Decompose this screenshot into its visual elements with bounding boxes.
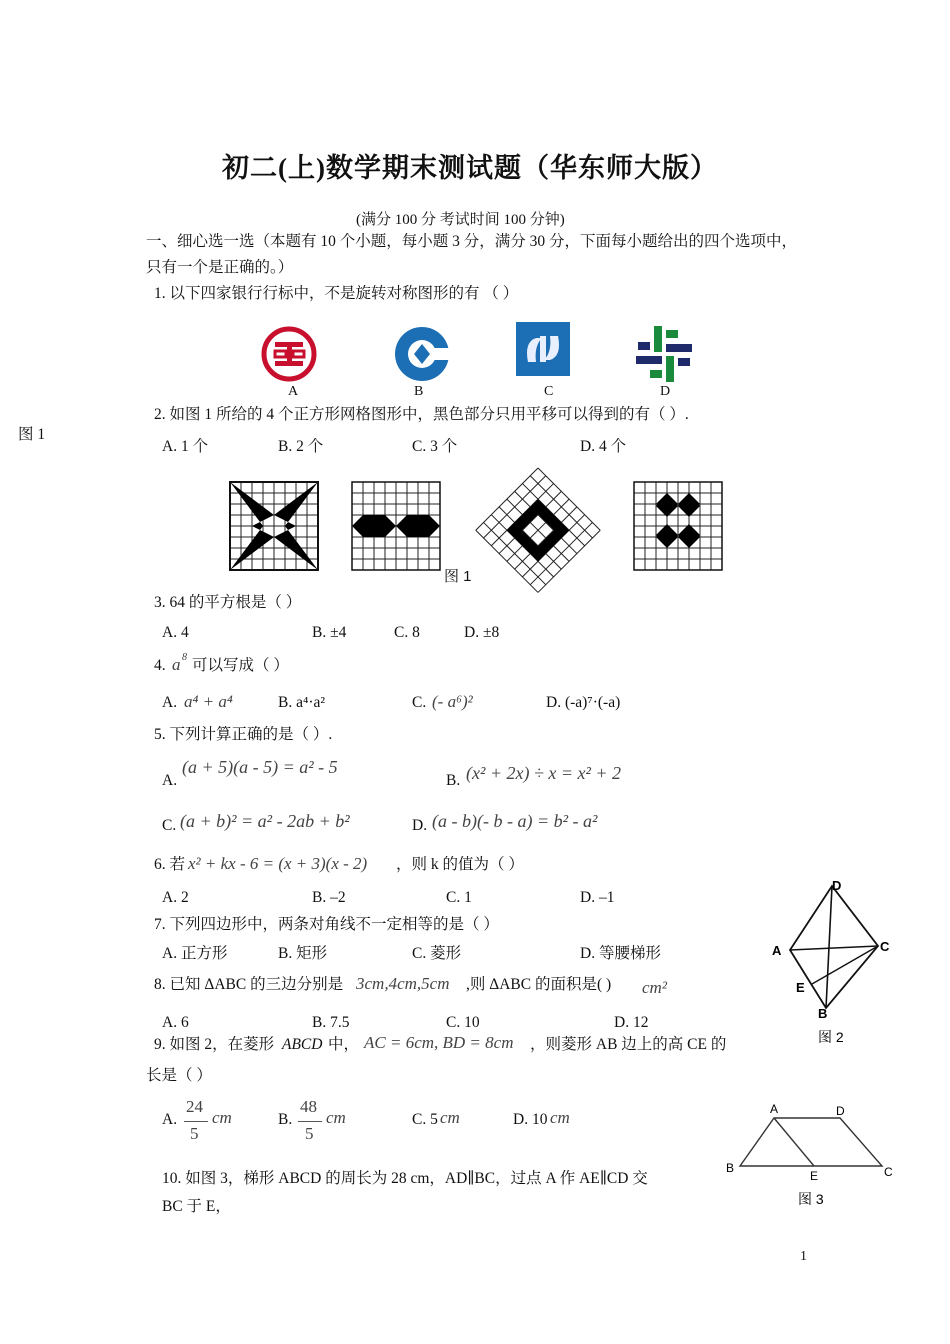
fig3-point-c: C bbox=[884, 1165, 893, 1179]
q5-option-c-label: C. bbox=[162, 817, 177, 834]
question-8-prefix: 8. 已知 ΔABC 的三边分别是 bbox=[154, 976, 344, 993]
question-1-stem: 1. 以下四家银行行标中，不是旋转对称图形的有 （ ） bbox=[154, 285, 519, 302]
q9-option-b-fraction-bar bbox=[298, 1121, 322, 1122]
fig2-point-d: D bbox=[832, 878, 842, 893]
question-2-stem: 2. 如图 1 所给的 4 个正方形网格图形中，黑色部分只用平移可以得到的有（ ）. bbox=[154, 406, 689, 423]
question-6-prefix: 6. 若 bbox=[154, 856, 186, 873]
q9-stem-mid: 中， bbox=[328, 1036, 360, 1053]
q4-stem-variable: a bbox=[172, 655, 181, 674]
fig2-point-e: E bbox=[796, 980, 805, 995]
q7-option-d: D. 等腰梯形 bbox=[580, 945, 661, 962]
bank-logo-c bbox=[514, 320, 574, 380]
q9-option-c-unit: cm bbox=[440, 1108, 460, 1127]
q3-option-c: C. 8 bbox=[394, 624, 420, 641]
page-title: 初二(上)数学期末测试题（华东师大版） bbox=[222, 153, 718, 183]
grid-figure-1 bbox=[228, 480, 322, 574]
section-instructions-line1: 一、细心选一选（本题有 10 个小题，每小题 3 分，满分 30 分，下面每小题给出的四个选项中， bbox=[146, 233, 798, 250]
q6-option-a: A. 2 bbox=[162, 889, 189, 906]
q5-option-d-math: (a - b)(- b - a) = b² - a² bbox=[432, 811, 598, 831]
fig3-point-d: D bbox=[836, 1104, 845, 1118]
logo-label-d: D bbox=[660, 384, 671, 399]
q9-option-d-unit: cm bbox=[550, 1108, 570, 1127]
fig2-caption: 图 2 bbox=[818, 1029, 844, 1045]
q9-option-b-unit: cm bbox=[326, 1108, 346, 1127]
q9-option-a-numerator: 24 bbox=[186, 1097, 203, 1116]
q9-diagonals: AC = 6cm, BD = 8cm bbox=[364, 1033, 514, 1052]
q9-option-c: C. 5 bbox=[412, 1111, 438, 1128]
exam-info: (满分 100 分 考试时间 100 分钟) bbox=[356, 212, 565, 228]
q7-option-b: B. 矩形 bbox=[278, 945, 328, 962]
q8-unit: cm² bbox=[642, 978, 667, 997]
fig3-caption: 图 3 bbox=[798, 1191, 824, 1207]
q2-option-b: B. 2 个 bbox=[278, 438, 324, 455]
q9-option-a-unit: cm bbox=[212, 1108, 232, 1127]
q8-option-d: D. 12 bbox=[614, 1014, 649, 1031]
fig2-point-b: B bbox=[818, 1006, 828, 1021]
question-10-line2: BC 于 E， bbox=[162, 1198, 231, 1215]
page-number: 1 bbox=[800, 1249, 807, 1264]
bank-logo-b bbox=[390, 322, 454, 386]
q7-option-a: A. 正方形 bbox=[162, 945, 228, 962]
question-9-prefix: 9. 如图 2，在菱形 bbox=[154, 1036, 275, 1053]
q6-option-c: C. 1 bbox=[446, 889, 472, 906]
q2-option-c: C. 3 个 bbox=[412, 438, 458, 455]
q9-option-b-denominator: 5 bbox=[305, 1124, 314, 1143]
logo-label-b: B bbox=[414, 384, 424, 399]
question-10-line1: 10. 如图 3，梯形 ABCD 的周长为 28 cm，AD∥BC，过点 A 作 AE∥CD 交 bbox=[162, 1170, 648, 1187]
q3-option-b: B. ±4 bbox=[312, 624, 347, 641]
q9-option-a-label: A. bbox=[162, 1111, 178, 1128]
grid-figure-3 bbox=[474, 466, 602, 594]
q9-option-b-label: B. bbox=[278, 1111, 293, 1128]
question-8-suffix: ,则 ΔABC 的面积是( ) bbox=[466, 976, 612, 993]
q8-sides: 3cm,4cm,5cm bbox=[356, 974, 450, 993]
q8-option-c: C. 10 bbox=[446, 1014, 480, 1031]
grid-figure-4 bbox=[632, 480, 726, 574]
fig3-point-b: B bbox=[726, 1161, 735, 1175]
question-9-suffix: ，则菱形 AB 边上的高 CE 的 bbox=[530, 1036, 727, 1053]
q4-option-a-math: a⁴ + a⁴ bbox=[184, 692, 233, 711]
section-instructions-line2: 只有一个是正确的。） bbox=[146, 259, 294, 276]
q5-option-d-label: D. bbox=[412, 817, 428, 834]
fig2-point-c: C bbox=[880, 939, 890, 954]
figure-1-caption: 图 1 bbox=[444, 568, 472, 585]
grid-figure-2 bbox=[350, 480, 444, 574]
question-6-suffix: ，则 k 的值为（ ） bbox=[396, 856, 524, 873]
q2-option-d: D. 4 个 bbox=[580, 438, 627, 455]
q3-option-d: D. ±8 bbox=[464, 624, 500, 641]
figure-3-trapezoid bbox=[722, 1100, 900, 1212]
q4-option-a-label: A. bbox=[162, 694, 178, 711]
question-9-line2: 长是（ ） bbox=[146, 1067, 212, 1084]
q8-option-b: B. 7.5 bbox=[312, 1014, 350, 1031]
logo-label-a: A bbox=[288, 384, 299, 399]
q6-option-d: D. –1 bbox=[580, 889, 615, 906]
figure-2-rhombus bbox=[766, 876, 900, 1052]
q3-option-a: A. 4 bbox=[162, 624, 189, 641]
question-5-stem: 5. 下列计算正确的是（ ）. bbox=[154, 726, 333, 743]
q4-option-c-math: (- a⁶)² bbox=[432, 692, 473, 711]
fig2-point-a: A bbox=[772, 943, 782, 958]
q4-option-d: D. (-a)⁷·(-a) bbox=[546, 694, 621, 711]
q5-option-a-label: A. bbox=[162, 772, 178, 789]
q4-stem-text: 可以写成（ ） bbox=[192, 657, 289, 674]
question-4-number: 4. bbox=[154, 657, 166, 674]
q6-equation: x² + kx - 6 = (x + 3)(x - 2) bbox=[188, 854, 368, 873]
question-7-stem: 7. 下列四边形中，两条对角线不一定相等的是（ ） bbox=[154, 916, 499, 933]
q5-option-a-math: (a + 5)(a - 5) = a² - 5 bbox=[182, 757, 338, 777]
bank-logo-d bbox=[632, 322, 696, 386]
fig3-point-a: A bbox=[770, 1102, 779, 1116]
q6-option-b: B. –2 bbox=[312, 889, 346, 906]
q9-option-d: D. 10 bbox=[513, 1111, 548, 1128]
logo-label-c: C bbox=[544, 384, 554, 399]
q5-option-c-math: (a + b)² = a² - 2ab + b² bbox=[180, 811, 350, 831]
q8-option-a: A. 6 bbox=[162, 1014, 189, 1031]
q2-option-a: A. 1 个 bbox=[162, 438, 209, 455]
q4-stem-exponent: 8 bbox=[182, 652, 187, 663]
q7-option-c: C. 菱形 bbox=[412, 945, 462, 962]
q9-option-b-numerator: 48 bbox=[300, 1097, 317, 1116]
q4-option-c-label: C. bbox=[412, 694, 427, 711]
q9-rhombus-name: ABCD bbox=[282, 1036, 323, 1053]
q4-option-b: B. a⁴·a² bbox=[278, 694, 326, 711]
q9-option-a-denominator: 5 bbox=[190, 1124, 199, 1143]
fig3-point-e: E bbox=[810, 1169, 819, 1183]
question-3-stem: 3. 64 的平方根是（ ） bbox=[154, 594, 302, 611]
q5-option-b-label: B. bbox=[446, 772, 461, 789]
q5-option-b-math: (x² + 2x) ÷ x = x² + 2 bbox=[466, 763, 622, 783]
q9-option-a-fraction-bar bbox=[184, 1121, 208, 1122]
side-figure-label: 图 1 bbox=[18, 426, 46, 443]
